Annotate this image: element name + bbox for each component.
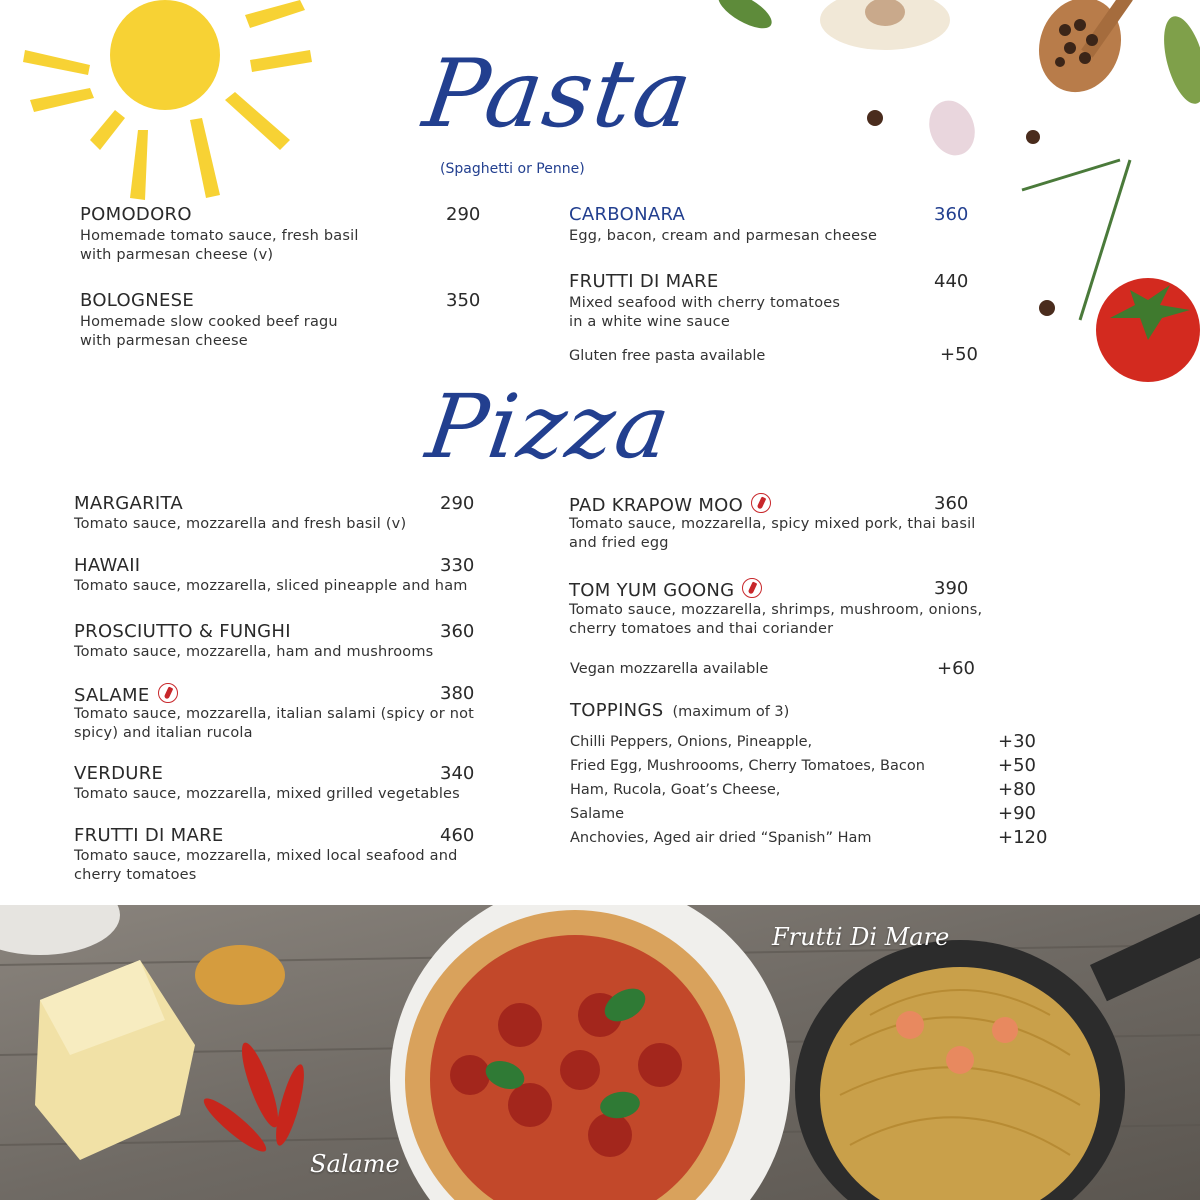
chili-icon [158, 683, 178, 703]
menu-item-price: 360 [440, 621, 475, 642]
topping-row-price: +90 [998, 803, 1036, 824]
menu-item-name: VERDURE [74, 763, 164, 784]
menu-item-desc: Homemade slow cooked beef ragu [80, 314, 338, 330]
menu-item-price: 390 [934, 578, 969, 599]
menu-item-desc: spicy) and italian rucola [74, 725, 253, 741]
menu-item-name: MARGARITA [74, 493, 184, 514]
vegan-mozzarella-price: +60 [937, 658, 975, 679]
menu-item-name: PROSCIUTTO & FUNGHI [74, 621, 291, 642]
topping-row-price: +50 [998, 755, 1036, 776]
menu-item-desc: Homemade tomato sauce, fresh basil [80, 228, 359, 244]
pizza-title: Pizza [420, 375, 678, 478]
menu-item-name: FRUTTI DI MARE [569, 271, 719, 292]
menu-item-name: HAWAII [74, 555, 141, 576]
topping-row-text: Anchovies, Aged air dried “Spanish” Ham [570, 830, 872, 846]
menu-item-desc: in a white wine sauce [569, 314, 730, 330]
menu-item-name: POMODORO [80, 204, 192, 225]
menu-item-price: 290 [440, 493, 475, 514]
menu-item-desc: Mixed seafood with cherry tomatoes [569, 295, 841, 311]
gluten-free-note: Gluten free pasta available [569, 348, 766, 364]
toppings-subtitle: (maximum of 3) [672, 704, 790, 720]
pasta-subtitle: (Spaghetti or Penne) [440, 161, 585, 177]
menu-item-name-text: SALAME [74, 685, 150, 706]
menu-item-price: 380 [440, 683, 475, 704]
menu-item-desc: Tomato sauce, mozzarella and fresh basil (v) [74, 516, 407, 532]
photo-label-frutti: Frutti Di Mare [772, 923, 950, 951]
menu-item-price: 330 [440, 555, 475, 576]
menu-item-name: FRUTTI DI MARE [74, 825, 224, 846]
ingredients-decoration [700, 0, 1200, 400]
topping-row-text: Chilli Peppers, Onions, Pineapple, [570, 734, 813, 750]
menu-item-price: 340 [440, 763, 475, 784]
menu-item-name: CARBONARA [569, 204, 686, 225]
menu-item-price: 440 [934, 271, 969, 292]
chili-icon [751, 493, 771, 513]
sun-icon [20, 0, 320, 210]
menu-item-name-text: PAD KRAPOW MOO [569, 495, 744, 516]
menu-item-name [569, 493, 771, 516]
pasta-title: Pasta [417, 40, 700, 149]
menu-item-desc: cherry tomatoes [74, 867, 197, 883]
menu-item-desc: Tomato sauce, mozzarella, italian salami (spicy or not [74, 706, 475, 722]
menu-item-price: 290 [446, 204, 481, 225]
menu-item-desc: with parmesan cheese [80, 333, 248, 349]
toppings-heading [570, 700, 789, 721]
menu-item-name [569, 578, 762, 601]
food-photo-illustration [0, 905, 1200, 1200]
gluten-free-price: +50 [940, 344, 978, 365]
menu-item-desc: Egg, bacon, cream and parmesan cheese [569, 228, 878, 244]
menu-item-price: 350 [446, 290, 481, 311]
vegan-mozzarella-note: Vegan mozzarella available [570, 661, 769, 677]
menu-item-desc: and fried egg [569, 535, 669, 551]
topping-row-price: +80 [998, 779, 1036, 800]
chili-icon [742, 578, 762, 598]
menu-item-name-text: TOM YUM GOONG [569, 580, 735, 601]
menu-item-desc: Tomato sauce, mozzarella, mixed local seafood and [74, 848, 458, 864]
menu-item-desc: Tomato sauce, mozzarella, shrimps, mushroom, onions, [569, 602, 983, 618]
menu-item-desc: Tomato sauce, mozzarella, mixed grilled vegetables [74, 786, 460, 802]
topping-row-text: Fried Egg, Mushroooms, Cherry Tomatoes, Bacon [570, 758, 925, 774]
menu-item-desc: Tomato sauce, mozzarella, sliced pineapple and ham [74, 578, 468, 594]
menu-item-price: 360 [934, 493, 969, 514]
topping-row-price: +120 [998, 827, 1048, 848]
menu-item-desc: Tomato sauce, mozzarella, ham and mushrooms [74, 644, 434, 660]
menu-item-desc: Tomato sauce, mozzarella, spicy mixed pork, thai basil [569, 516, 976, 532]
topping-row-text: Salame [570, 806, 625, 822]
topping-row-price: +30 [998, 731, 1036, 752]
topping-row-text: Ham, Rucola, Goat’s Cheese, [570, 782, 781, 798]
photo-label-salame: Salame [310, 1150, 400, 1178]
menu-item-name [74, 683, 178, 706]
menu-item-price: 360 [934, 204, 969, 225]
food-photo [0, 905, 1200, 1200]
menu-item-name: BOLOGNESE [80, 290, 195, 311]
toppings-title: TOPPINGS [570, 700, 664, 721]
menu-item-desc: cherry tomatoes and thai coriander [569, 621, 834, 637]
menu-item-desc: with parmesan cheese (v) [80, 247, 274, 263]
menu-item-price: 460 [440, 825, 475, 846]
